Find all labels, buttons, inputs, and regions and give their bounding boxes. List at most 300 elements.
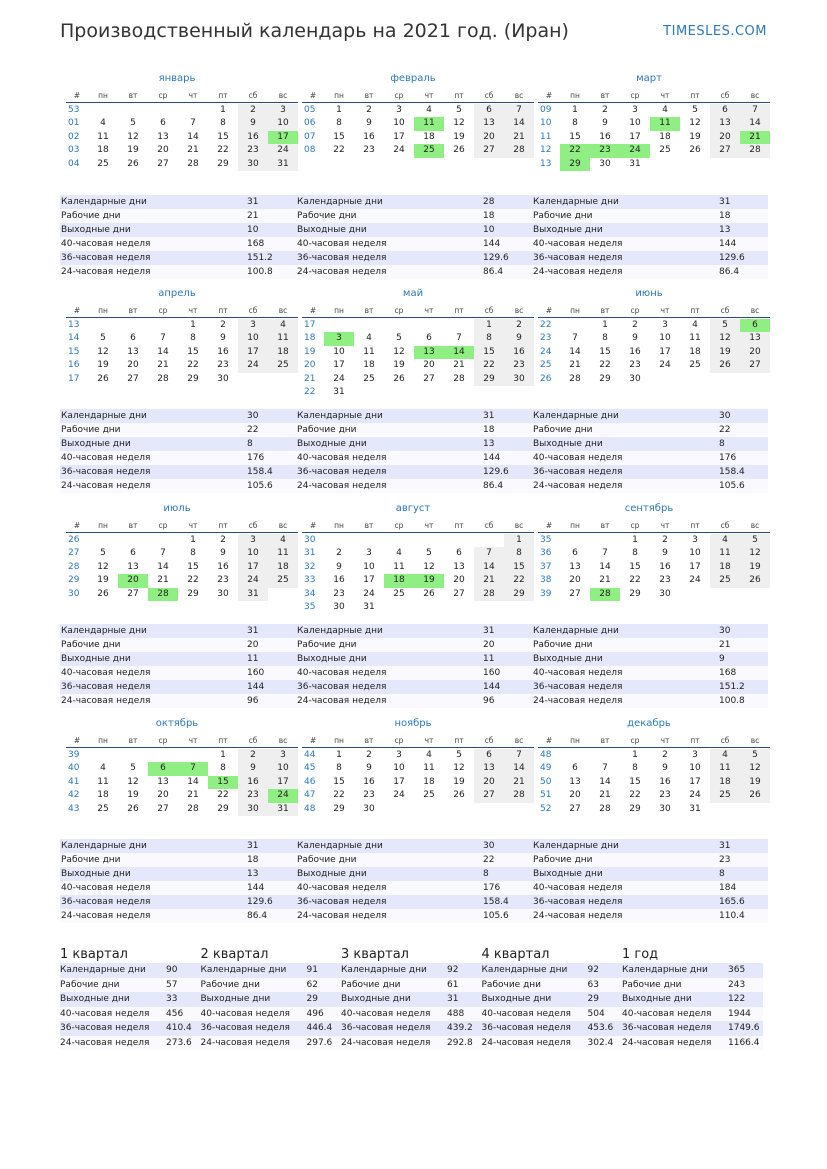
day-cell[interactable]: 9 bbox=[238, 117, 268, 131]
day-cell[interactable]: 23 bbox=[217, 575, 229, 585]
day-cell[interactable]: 10 bbox=[659, 333, 671, 343]
day-cell[interactable]: 10 bbox=[268, 762, 298, 776]
day-cell[interactable]: 23 bbox=[659, 790, 671, 800]
day-cell[interactable]: 7 bbox=[602, 548, 608, 558]
day-cell[interactable]: 23 bbox=[590, 144, 620, 158]
day-cell[interactable]: 6 bbox=[148, 762, 178, 776]
day-cell[interactable]: 4 bbox=[366, 333, 372, 343]
day-cell[interactable]: 3 bbox=[692, 749, 698, 760]
day-cell[interactable]: 14 bbox=[504, 762, 534, 776]
day-cell[interactable]: 25 bbox=[393, 588, 405, 599]
day-cell[interactable]: 15 bbox=[504, 561, 534, 575]
day-cell[interactable]: 31 bbox=[238, 588, 268, 602]
day-cell[interactable]: 31 bbox=[268, 803, 298, 817]
day-cell[interactable]: 11 bbox=[689, 333, 701, 343]
day-cell[interactable]: 13 bbox=[127, 346, 139, 357]
day-cell[interactable]: 4 bbox=[396, 548, 402, 558]
day-cell[interactable]: 4 bbox=[268, 319, 298, 333]
day-cell[interactable]: 16 bbox=[599, 131, 611, 142]
day-cell[interactable]: 22 bbox=[629, 575, 641, 585]
day-cell[interactable]: 24 bbox=[659, 360, 671, 370]
day-cell[interactable]: 4 bbox=[268, 534, 298, 548]
day-cell[interactable]: 10 bbox=[268, 117, 298, 131]
day-cell[interactable]: 7 bbox=[504, 749, 534, 763]
day-cell[interactable]: 8 bbox=[572, 118, 578, 128]
day-cell[interactable]: 18 bbox=[423, 131, 435, 142]
day-cell[interactable]: 20 bbox=[740, 346, 770, 360]
day-cell[interactable]: 27 bbox=[740, 359, 770, 373]
day-cell[interactable]: 17 bbox=[689, 561, 701, 572]
day-cell[interactable]: 2 bbox=[662, 534, 668, 545]
day-cell[interactable]: 4 bbox=[100, 118, 106, 128]
day-cell[interactable]: 7 bbox=[190, 118, 196, 128]
day-cell[interactable]: 4 bbox=[426, 104, 432, 115]
day-cell[interactable]: 24 bbox=[393, 790, 405, 800]
day-cell[interactable]: 29 bbox=[217, 158, 229, 169]
day-cell[interactable]: 20 bbox=[157, 790, 169, 800]
day-cell[interactable]: 4 bbox=[426, 749, 432, 760]
day-cell[interactable]: 22 bbox=[217, 790, 229, 800]
day-cell[interactable]: 8 bbox=[336, 118, 342, 128]
day-cell[interactable]: 12 bbox=[97, 346, 109, 357]
day-cell[interactable]: 29 bbox=[599, 373, 611, 384]
day-cell[interactable]: 9 bbox=[220, 548, 226, 558]
day-cell[interactable]: 20 bbox=[569, 790, 581, 800]
day-cell[interactable]: 30 bbox=[333, 602, 345, 612]
day-cell[interactable]: 18 bbox=[97, 145, 109, 155]
day-cell[interactable]: 22 bbox=[187, 360, 199, 370]
day-cell[interactable]: 19 bbox=[740, 561, 770, 575]
day-cell[interactable]: 11 bbox=[414, 117, 444, 131]
day-cell[interactable]: 18 bbox=[689, 346, 701, 357]
day-cell[interactable]: 30 bbox=[504, 373, 534, 387]
day-cell[interactable]: 28 bbox=[590, 588, 620, 602]
day-cell[interactable]: 2 bbox=[238, 749, 268, 763]
day-cell[interactable]: 20 bbox=[127, 360, 139, 370]
day-cell[interactable]: 30 bbox=[659, 803, 671, 814]
day-cell[interactable]: 17 bbox=[659, 346, 671, 357]
day-cell[interactable]: 27 bbox=[474, 789, 504, 803]
day-cell[interactable]: 13 bbox=[414, 346, 444, 360]
day-cell[interactable]: 1 bbox=[220, 104, 226, 115]
day-cell[interactable]: 26 bbox=[393, 373, 405, 384]
day-cell[interactable]: 2 bbox=[366, 749, 372, 760]
day-cell[interactable]: 30 bbox=[217, 588, 229, 599]
day-cell[interactable]: 13 bbox=[453, 561, 465, 572]
day-cell[interactable]: 13 bbox=[157, 131, 169, 142]
day-cell[interactable]: 2 bbox=[238, 104, 268, 118]
day-cell[interactable]: 26 bbox=[97, 588, 109, 599]
day-cell[interactable]: 30 bbox=[363, 803, 375, 814]
day-cell[interactable]: 24 bbox=[268, 144, 298, 158]
day-cell[interactable]: 31 bbox=[333, 387, 345, 397]
day-cell[interactable]: 17 bbox=[393, 776, 405, 787]
day-cell[interactable]: 23 bbox=[217, 360, 229, 370]
day-cell[interactable]: 3 bbox=[632, 104, 638, 115]
day-cell[interactable]: 3 bbox=[396, 104, 402, 115]
day-cell[interactable]: 2 bbox=[220, 534, 226, 545]
day-cell[interactable]: 16 bbox=[217, 346, 229, 357]
day-cell[interactable]: 8 bbox=[504, 547, 534, 561]
day-cell[interactable]: 17 bbox=[268, 131, 298, 145]
day-cell[interactable]: 14 bbox=[187, 131, 199, 142]
day-cell[interactable]: 24 bbox=[268, 789, 298, 803]
day-cell[interactable]: 6 bbox=[474, 749, 504, 763]
day-cell[interactable]: 28 bbox=[504, 789, 534, 803]
day-cell[interactable]: 19 bbox=[414, 574, 444, 588]
day-cell[interactable]: 10 bbox=[363, 561, 375, 572]
day-cell[interactable]: 9 bbox=[662, 548, 668, 558]
day-cell[interactable]: 3 bbox=[692, 534, 698, 545]
day-cell[interactable]: 18 bbox=[710, 776, 740, 790]
day-cell[interactable]: 11 bbox=[423, 763, 435, 773]
day-cell[interactable]: 8 bbox=[220, 763, 226, 773]
day-cell[interactable]: 15 bbox=[599, 346, 611, 357]
day-cell[interactable]: 9 bbox=[336, 561, 342, 572]
day-cell[interactable]: 27 bbox=[453, 588, 465, 599]
day-cell[interactable]: 3 bbox=[366, 548, 372, 558]
day-cell[interactable]: 28 bbox=[148, 588, 178, 602]
day-cell[interactable]: 28 bbox=[740, 144, 770, 158]
day-cell[interactable]: 18 bbox=[363, 360, 375, 370]
day-cell[interactable]: 15 bbox=[629, 776, 641, 787]
day-cell[interactable]: 3 bbox=[396, 749, 402, 760]
day-cell[interactable]: 31 bbox=[268, 158, 298, 172]
day-cell[interactable]: 17 bbox=[238, 561, 268, 575]
day-cell[interactable]: 29 bbox=[217, 803, 229, 814]
day-cell[interactable]: 11 bbox=[710, 762, 740, 776]
day-cell[interactable]: 15 bbox=[569, 131, 581, 142]
day-cell[interactable]: 1 bbox=[190, 319, 196, 330]
day-cell[interactable]: 1 bbox=[504, 534, 534, 548]
day-cell[interactable]: 14 bbox=[157, 561, 169, 572]
day-cell[interactable]: 19 bbox=[453, 776, 465, 787]
day-cell[interactable]: 29 bbox=[560, 158, 590, 172]
day-cell[interactable]: 21 bbox=[474, 574, 504, 588]
day-cell[interactable]: 17 bbox=[238, 346, 268, 360]
day-cell[interactable]: 8 bbox=[190, 333, 196, 343]
day-cell[interactable]: 13 bbox=[474, 117, 504, 131]
day-cell[interactable]: 15 bbox=[333, 776, 345, 787]
day-cell[interactable]: 16 bbox=[504, 346, 534, 360]
day-cell[interactable]: 21 bbox=[187, 145, 199, 155]
day-cell[interactable]: 9 bbox=[366, 118, 372, 128]
day-cell[interactable]: 12 bbox=[689, 118, 701, 128]
day-cell[interactable]: 26 bbox=[127, 158, 139, 169]
day-cell[interactable]: 29 bbox=[474, 373, 504, 387]
day-cell[interactable]: 9 bbox=[662, 763, 668, 773]
day-cell[interactable]: 20 bbox=[118, 574, 148, 588]
day-cell[interactable]: 10 bbox=[689, 763, 701, 773]
day-cell[interactable]: 27 bbox=[423, 373, 435, 384]
day-cell[interactable]: 19 bbox=[97, 575, 109, 585]
day-cell[interactable]: 18 bbox=[659, 131, 671, 142]
day-cell[interactable]: 19 bbox=[710, 346, 740, 360]
day-cell[interactable]: 11 bbox=[97, 776, 109, 787]
day-cell[interactable]: 29 bbox=[187, 373, 199, 384]
day-cell[interactable]: 11 bbox=[650, 117, 680, 131]
day-cell[interactable]: 4 bbox=[662, 104, 668, 115]
day-cell[interactable]: 14 bbox=[599, 561, 611, 572]
day-cell[interactable]: 24 bbox=[689, 790, 701, 800]
day-cell[interactable]: 5 bbox=[130, 118, 136, 128]
day-cell[interactable]: 1 bbox=[336, 749, 342, 760]
day-cell[interactable]: 17 bbox=[333, 360, 345, 370]
day-cell[interactable]: 10 bbox=[238, 547, 268, 561]
day-cell[interactable]: 28 bbox=[504, 144, 534, 158]
day-cell[interactable]: 24 bbox=[333, 373, 345, 384]
day-cell[interactable]: 2 bbox=[632, 319, 638, 330]
day-cell[interactable]: 25 bbox=[710, 574, 740, 588]
day-cell[interactable]: 3 bbox=[662, 319, 668, 330]
day-cell[interactable]: 28 bbox=[599, 803, 611, 814]
day-cell[interactable]: 23 bbox=[363, 790, 375, 800]
day-cell[interactable]: 25 bbox=[689, 360, 701, 370]
day-cell[interactable]: 7 bbox=[160, 333, 166, 343]
day-cell[interactable]: 5 bbox=[396, 333, 402, 343]
day-cell[interactable]: 9 bbox=[504, 332, 534, 346]
day-cell[interactable]: 6 bbox=[130, 333, 136, 343]
day-cell[interactable]: 21 bbox=[187, 790, 199, 800]
day-cell[interactable]: 14 bbox=[504, 117, 534, 131]
day-cell[interactable]: 19 bbox=[393, 360, 405, 370]
day-cell[interactable]: 23 bbox=[238, 789, 268, 803]
day-cell[interactable]: 9 bbox=[238, 762, 268, 776]
day-cell[interactable]: 29 bbox=[333, 803, 345, 814]
day-cell[interactable]: 15 bbox=[217, 131, 229, 142]
day-cell[interactable]: 21 bbox=[504, 131, 534, 145]
day-cell[interactable]: 6 bbox=[710, 104, 740, 118]
day-cell[interactable]: 7 bbox=[504, 104, 534, 118]
day-cell[interactable]: 26 bbox=[710, 359, 740, 373]
day-cell[interactable]: 14 bbox=[157, 346, 169, 357]
day-cell[interactable]: 2 bbox=[662, 749, 668, 760]
day-cell[interactable]: 27 bbox=[474, 144, 504, 158]
day-cell[interactable]: 5 bbox=[426, 548, 432, 558]
day-cell[interactable]: 23 bbox=[363, 145, 375, 155]
day-cell[interactable]: 28 bbox=[187, 158, 199, 169]
day-cell[interactable]: 17 bbox=[363, 575, 375, 585]
day-cell[interactable]: 30 bbox=[599, 158, 611, 169]
day-cell[interactable]: 22 bbox=[187, 575, 199, 585]
day-cell[interactable]: 6 bbox=[572, 763, 578, 773]
day-cell[interactable]: 25 bbox=[414, 144, 444, 158]
day-cell[interactable]: 1 bbox=[602, 319, 608, 330]
day-cell[interactable]: 11 bbox=[97, 131, 109, 142]
day-cell[interactable]: 20 bbox=[453, 575, 465, 585]
day-cell[interactable]: 16 bbox=[238, 776, 268, 790]
day-cell[interactable]: 10 bbox=[629, 118, 641, 128]
day-cell[interactable]: 30 bbox=[238, 158, 268, 172]
day-cell[interactable]: 28 bbox=[187, 803, 199, 814]
day-cell[interactable]: 20 bbox=[474, 131, 504, 145]
day-cell[interactable]: 10 bbox=[393, 763, 405, 773]
day-cell[interactable]: 6 bbox=[130, 548, 136, 558]
day-cell[interactable]: 17 bbox=[268, 776, 298, 790]
day-cell[interactable]: 25 bbox=[268, 574, 298, 588]
day-cell[interactable]: 29 bbox=[504, 588, 534, 602]
day-cell[interactable]: 13 bbox=[569, 776, 581, 787]
day-cell[interactable]: 14 bbox=[444, 346, 474, 360]
day-cell[interactable]: 29 bbox=[187, 588, 199, 599]
day-cell[interactable]: 19 bbox=[689, 131, 701, 142]
day-cell[interactable]: 12 bbox=[423, 561, 435, 572]
day-cell[interactable]: 13 bbox=[710, 117, 740, 131]
day-cell[interactable]: 25 bbox=[710, 789, 740, 803]
day-cell[interactable]: 26 bbox=[740, 789, 770, 803]
day-cell[interactable]: 14 bbox=[187, 776, 199, 787]
day-cell[interactable]: 2 bbox=[602, 104, 608, 115]
day-cell[interactable]: 5 bbox=[692, 104, 698, 115]
day-cell[interactable]: 26 bbox=[423, 588, 435, 599]
day-cell[interactable]: 9 bbox=[220, 333, 226, 343]
day-cell[interactable]: 6 bbox=[426, 333, 432, 343]
day-cell[interactable]: 8 bbox=[632, 763, 638, 773]
day-cell[interactable]: 12 bbox=[740, 762, 770, 776]
day-cell[interactable]: 14 bbox=[740, 117, 770, 131]
day-cell[interactable]: 21 bbox=[157, 575, 169, 585]
day-cell[interactable]: 1 bbox=[220, 749, 226, 760]
day-cell[interactable]: 12 bbox=[127, 131, 139, 142]
day-cell[interactable]: 13 bbox=[569, 561, 581, 572]
day-cell[interactable]: 5 bbox=[710, 319, 740, 333]
day-cell[interactable]: 5 bbox=[130, 763, 136, 773]
day-cell[interactable]: 26 bbox=[453, 790, 465, 800]
day-cell[interactable]: 26 bbox=[740, 574, 770, 588]
day-cell[interactable]: 26 bbox=[453, 145, 465, 155]
day-cell[interactable]: 24 bbox=[238, 359, 268, 373]
day-cell[interactable]: 22 bbox=[504, 574, 534, 588]
day-cell[interactable]: 15 bbox=[629, 561, 641, 572]
day-cell[interactable]: 8 bbox=[632, 548, 638, 558]
day-cell[interactable]: 3 bbox=[268, 749, 298, 763]
day-cell[interactable]: 26 bbox=[689, 145, 701, 155]
day-cell[interactable]: 21 bbox=[504, 776, 534, 790]
day-cell[interactable]: 10 bbox=[393, 118, 405, 128]
day-cell[interactable]: 9 bbox=[602, 118, 608, 128]
day-cell[interactable]: 18 bbox=[710, 561, 740, 575]
day-cell[interactable]: 6 bbox=[740, 319, 770, 333]
day-cell[interactable]: 20 bbox=[157, 145, 169, 155]
day-cell[interactable]: 10 bbox=[689, 548, 701, 558]
day-cell[interactable]: 13 bbox=[157, 776, 169, 787]
day-cell[interactable]: 4 bbox=[710, 534, 740, 548]
day-cell[interactable]: 12 bbox=[127, 776, 139, 787]
day-cell[interactable]: 16 bbox=[238, 131, 268, 145]
day-cell[interactable]: 19 bbox=[127, 790, 139, 800]
day-cell[interactable]: 17 bbox=[689, 776, 701, 787]
day-cell[interactable]: 20 bbox=[710, 131, 740, 145]
day-cell[interactable]: 15 bbox=[474, 346, 504, 360]
brand-link[interactable]: TIMESLES.COM bbox=[663, 24, 767, 39]
day-cell[interactable]: 18 bbox=[268, 346, 298, 360]
day-cell[interactable]: 8 bbox=[602, 333, 608, 343]
day-cell[interactable]: 16 bbox=[659, 561, 671, 572]
day-cell[interactable]: 24 bbox=[238, 574, 268, 588]
day-cell[interactable]: 22 bbox=[217, 145, 229, 155]
day-cell[interactable]: 17 bbox=[393, 131, 405, 142]
day-cell[interactable]: 7 bbox=[572, 333, 578, 343]
day-cell[interactable]: 31 bbox=[689, 803, 701, 814]
day-cell[interactable]: 6 bbox=[456, 548, 462, 558]
day-cell[interactable]: 14 bbox=[599, 776, 611, 787]
day-cell[interactable]: 12 bbox=[710, 332, 740, 346]
day-cell[interactable]: 10 bbox=[238, 332, 268, 346]
day-cell[interactable]: 26 bbox=[127, 803, 139, 814]
day-cell[interactable]: 11 bbox=[363, 346, 375, 357]
day-cell[interactable]: 6 bbox=[160, 118, 166, 128]
day-cell[interactable]: 4 bbox=[710, 749, 740, 763]
day-cell[interactable]: 8 bbox=[190, 548, 196, 558]
day-cell[interactable]: 31 bbox=[629, 158, 641, 169]
day-cell[interactable]: 29 bbox=[629, 588, 641, 599]
day-cell[interactable]: 30 bbox=[629, 373, 641, 384]
day-cell[interactable]: 11 bbox=[268, 332, 298, 346]
day-cell[interactable]: 1 bbox=[190, 534, 196, 545]
day-cell[interactable]: 16 bbox=[333, 575, 345, 585]
day-cell[interactable]: 22 bbox=[599, 360, 611, 370]
day-cell[interactable]: 18 bbox=[97, 790, 109, 800]
day-cell[interactable]: 7 bbox=[602, 763, 608, 773]
day-cell[interactable]: 13 bbox=[474, 762, 504, 776]
day-cell[interactable]: 7 bbox=[456, 333, 462, 343]
day-cell[interactable]: 27 bbox=[710, 144, 740, 158]
day-cell[interactable]: 22 bbox=[333, 790, 345, 800]
day-cell[interactable]: 18 bbox=[423, 776, 435, 787]
day-cell[interactable]: 28 bbox=[453, 373, 465, 384]
day-cell[interactable]: 1 bbox=[632, 749, 638, 760]
day-cell[interactable]: 19 bbox=[740, 776, 770, 790]
day-cell[interactable]: 5 bbox=[740, 749, 770, 763]
day-cell[interactable]: 23 bbox=[238, 144, 268, 158]
day-cell[interactable]: 14 bbox=[569, 346, 581, 357]
day-cell[interactable]: 28 bbox=[474, 588, 504, 602]
day-cell[interactable]: 27 bbox=[157, 158, 169, 169]
day-cell[interactable]: 26 bbox=[97, 373, 109, 384]
day-cell[interactable]: 2 bbox=[336, 548, 342, 558]
day-cell[interactable]: 15 bbox=[187, 346, 199, 357]
day-cell[interactable]: 25 bbox=[97, 158, 109, 169]
day-cell[interactable]: 16 bbox=[629, 346, 641, 357]
day-cell[interactable]: 19 bbox=[97, 360, 109, 370]
day-cell[interactable]: 24 bbox=[620, 144, 650, 158]
day-cell[interactable]: 5 bbox=[456, 749, 462, 760]
day-cell[interactable]: 9 bbox=[632, 333, 638, 343]
day-cell[interactable]: 8 bbox=[220, 118, 226, 128]
day-cell[interactable]: 20 bbox=[474, 776, 504, 790]
day-cell[interactable]: 6 bbox=[572, 548, 578, 558]
day-cell[interactable]: 19 bbox=[453, 131, 465, 142]
day-cell[interactable]: 1 bbox=[474, 319, 504, 333]
day-cell[interactable]: 1 bbox=[336, 104, 342, 115]
day-cell[interactable]: 4 bbox=[100, 763, 106, 773]
day-cell[interactable]: 27 bbox=[127, 373, 139, 384]
day-cell[interactable]: 21 bbox=[453, 360, 465, 370]
day-cell[interactable]: 15 bbox=[208, 776, 238, 790]
day-cell[interactable]: 21 bbox=[740, 131, 770, 145]
day-cell[interactable]: 31 bbox=[363, 602, 375, 612]
day-cell[interactable]: 2 bbox=[366, 104, 372, 115]
day-cell[interactable]: 28 bbox=[157, 373, 169, 384]
day-cell[interactable]: 13 bbox=[127, 561, 139, 572]
day-cell[interactable]: 27 bbox=[127, 588, 139, 599]
day-cell[interactable]: 12 bbox=[393, 346, 405, 357]
day-cell[interactable]: 27 bbox=[569, 803, 581, 814]
day-cell[interactable]: 16 bbox=[363, 131, 375, 142]
day-cell[interactable]: 27 bbox=[157, 803, 169, 814]
day-cell[interactable]: 3 bbox=[238, 534, 268, 548]
day-cell[interactable]: 22 bbox=[333, 145, 345, 155]
